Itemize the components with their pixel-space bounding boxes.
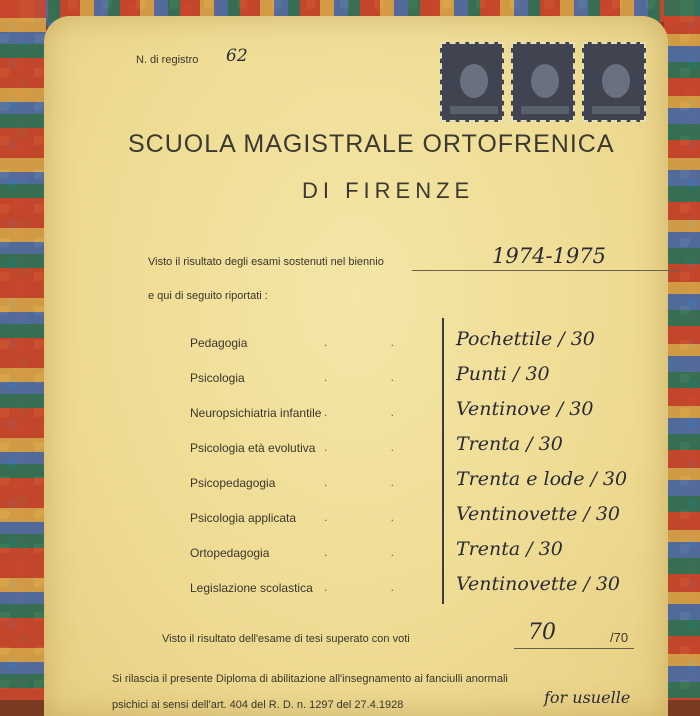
subject-name: Psicologia: [190, 371, 245, 385]
subject-row: Legislazione scolastica . . Ventinovette / 30: [190, 573, 620, 595]
subject-row: Psicopedagogia . . . Trenta e lode / 30: [190, 468, 628, 490]
fill-in-line: [412, 270, 682, 271]
handwritten-signature: for usuelle: [544, 688, 631, 707]
subject-row: Psicologia applicata . . Ventinovette / 30: [190, 503, 620, 525]
subject-row: Ortopedagogia . . . Trenta / 30: [190, 538, 563, 560]
subject-grade: Ventinove / 30: [456, 398, 594, 420]
subject-name: Psicologia età evolutiva: [190, 441, 316, 455]
revenue-stamp: [582, 42, 646, 122]
subject-grade: Ventinovette / 30: [456, 573, 620, 595]
subject-row: Pedagogia . . . Pochettile / 30: [190, 328, 595, 350]
subject-name: Psicologia applicata: [190, 511, 297, 525]
decorative-border-right: [664, 0, 700, 700]
subject-row: Neuropsichiatria infantile . . Ventinove / 30: [190, 398, 594, 420]
footer-text-1: Si rilascia il presente Diploma di abilitazione all'insegnamento ai fanciulli anormali: [112, 673, 508, 685]
revenue-stamps: [440, 42, 646, 122]
revenue-stamp: [440, 42, 504, 122]
intro-text: Visto il risultato degli esami sostenuti nel biennio: [148, 256, 384, 268]
subject-name: Legislazione scolastica: [190, 581, 313, 595]
subject-row: Psicologia età evolutiva . . Trenta / 30: [190, 433, 563, 455]
subject-grade: Pochettile / 30: [456, 328, 595, 350]
subject-grade: Trenta / 30: [456, 538, 563, 560]
subject-grade: Punti / 30: [456, 363, 550, 385]
school-city: DI FIRENZE: [302, 178, 475, 203]
revenue-stamp: [511, 42, 575, 122]
subject-row: Psicologia . . . Punti / 30: [190, 363, 550, 385]
subject-name: Psicopedagogia: [190, 476, 276, 490]
subject-name: Pedagogia: [190, 336, 248, 350]
subject-grade: Trenta e lode / 30: [456, 468, 628, 490]
diploma-paper: [44, 16, 668, 716]
subject-name: Ortopedagogia: [190, 546, 270, 560]
final-exam-text: Visto il risultato dell'esame di tesi superato con voti: [162, 633, 410, 645]
decorative-border-left: [0, 0, 46, 700]
registro-number: 62: [226, 46, 248, 66]
subject-name: Neuropsichiatria infantile: [190, 406, 322, 420]
registro-label: N. di registro: [136, 54, 199, 66]
footer-text-2: psichici ai sensi dell'art. 404 del R. D. n. 1297 del 27.4.1928: [112, 699, 404, 711]
intro-text-2: e qui di seguito riportati :: [148, 290, 268, 302]
school-title: SCUOLA MAGISTRALE ORTOFRENICA: [128, 130, 615, 158]
subject-grade: Ventinovette / 30: [456, 503, 620, 525]
final-exam-unit: /70: [610, 630, 629, 645]
final-exam-score: 70: [528, 620, 556, 645]
fill-in-line: [514, 648, 634, 649]
biennio-years: 1974-1975: [492, 244, 606, 268]
subject-grade: Trenta / 30: [456, 433, 563, 455]
